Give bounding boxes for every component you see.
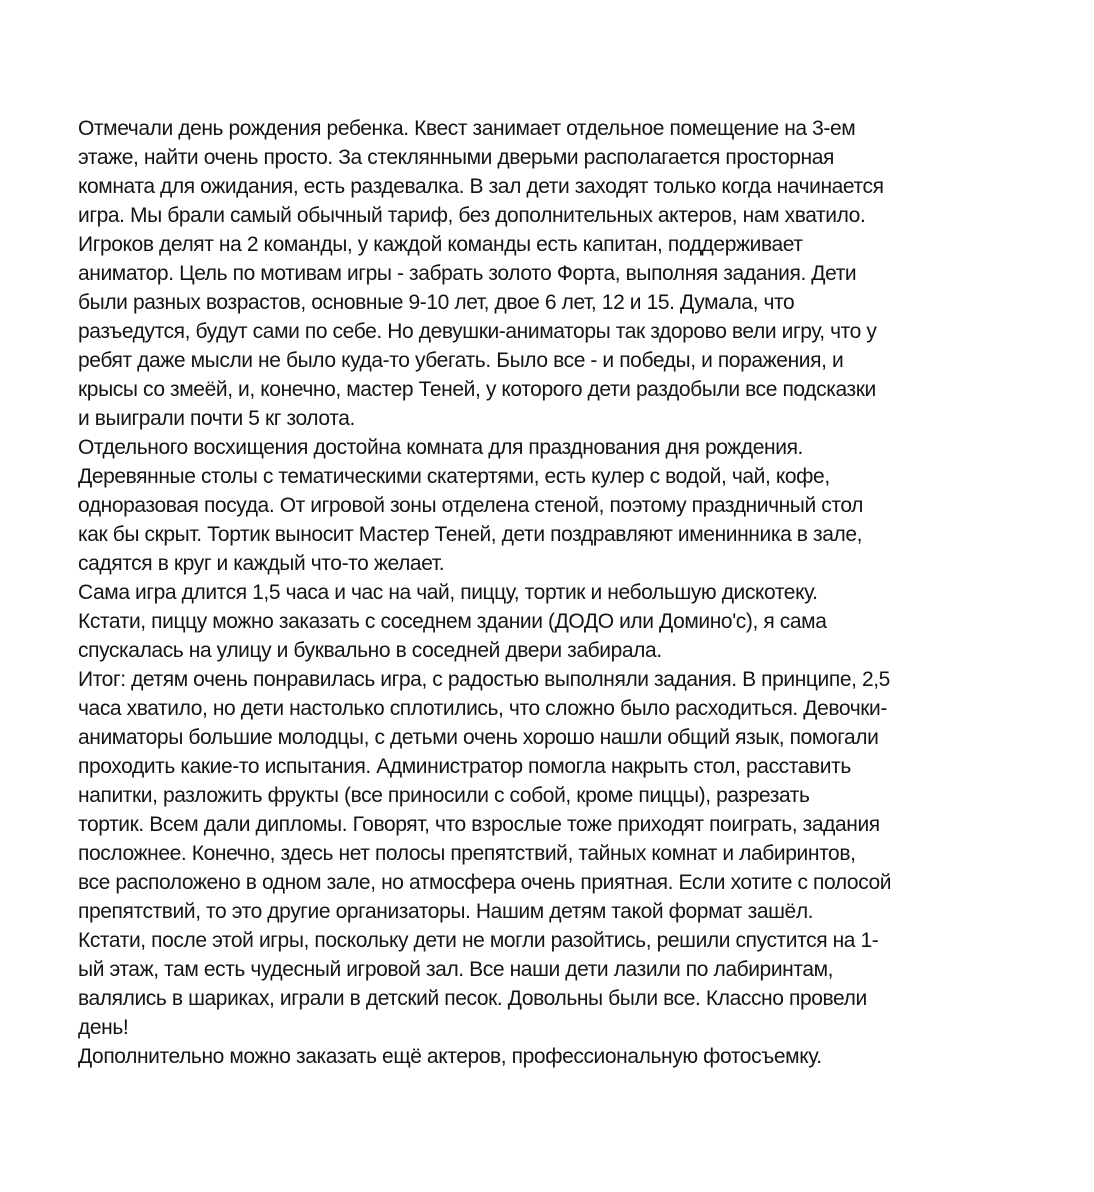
review-line: валялись в шариках, играли в детский песок. Довольны были все. Классно провели: [78, 987, 867, 1010]
review-line: Игроков делят на 2 команды, у каждой команды есть капитан, поддерживает: [78, 233, 803, 256]
review-line: комната для ожидания, есть раздевалка. В зал дети заходят только когда начинается: [78, 175, 884, 198]
review-line: напитки, разложить фрукты (все приносили с собой, кроме пиццы), разрезать: [78, 784, 810, 807]
review-line: этаже, найти очень просто. За стеклянными дверьми располагается просторная: [78, 146, 834, 169]
review-line: Деревянные столы с тематическими скатертями, есть кулер с водой, чай, кофе,: [78, 465, 830, 488]
review-line: разъедутся, будут сами по себе. Но девушки-аниматоры так здорово вели игру, что у: [78, 320, 877, 343]
review-text-block: [78, 114, 1028, 1071]
review-line: Отмечали день рождения ребенка. Квест занимает отдельное помещение на 3-ем: [78, 117, 856, 140]
review-line: проходить какие-то испытания. Администратор помогла накрыть стол, расставить: [78, 755, 851, 778]
review-line: ый этаж, там есть чудесный игровой зал. Все наши дети лазили по лабиринтам,: [78, 958, 834, 981]
review-line: садятся в круг и каждый что-то желает.: [78, 552, 445, 575]
review-line: Сама игра длится 1,5 часа и час на чай, пиццу, тортик и небольшую дискотеку.: [78, 581, 818, 604]
review-line: посложнее. Конечно, здесь нет полосы препятствий, тайных комнат и лабиринтов,: [78, 842, 856, 865]
review-line: игра. Мы брали самый обычный тариф, без дополнительных актеров, нам хватило.: [78, 204, 866, 227]
review-line: Отдельного восхищения достойна комната для празднования дня рождения.: [78, 436, 803, 459]
review-line: одноразовая посуда. От игровой зоны отделена стеной, поэтому праздничный стол: [78, 494, 864, 517]
review-line: Кстати, пиццу можно заказать с соседнем здании (ДОДО или Домино'с), я сама: [78, 610, 827, 633]
review-line: спускалась на улицу и буквально в соседней двери забирала.: [78, 639, 662, 662]
review-line: как бы скрыт. Тортик выносит Мастер Теней, дети поздравляют именинника в зале,: [78, 523, 863, 546]
review-line: все расположено в одном зале, но атмосфера очень приятная. Если хотите с полосой: [78, 871, 892, 894]
review-line: Дополнительно можно заказать ещё актеров, профессиональную фотосъемку.: [78, 1045, 822, 1068]
review-line: были разных возрастов, основные 9-10 лет, двое 6 лет, 12 и 15. Думала, что: [78, 291, 795, 314]
review-line: тортик. Всем дали дипломы. Говорят, что взрослые тоже приходят поиграть, задания: [78, 813, 880, 836]
review-line: крысы со змеёй, и, конечно, мастер Теней, у которого дети раздобыли все подсказки: [78, 378, 876, 401]
review-line: аниматор. Цель по мотивам игры - забрать золото Форта, выполняя задания. Дети: [78, 262, 857, 285]
review-line: и выиграли почти 5 кг золота.: [78, 407, 355, 430]
review-line: препятствий, то это другие организаторы. Нашим детям такой формат зашёл.: [78, 900, 814, 923]
review-line: часа хватило, но дети настолько сплотились, что сложно было расходиться. Девочки-: [78, 697, 887, 720]
review-line: аниматоры большие молодцы, с детьми очень хорошо нашли общий язык, помогали: [78, 726, 879, 749]
review-line: ребят даже мысли не было куда-то убегать. Было все - и победы, и поражения, и: [78, 349, 844, 372]
review-line: Итог: детям очень понравилась игра, с радостью выполняли задания. В принципе, 2,5: [78, 668, 890, 691]
review-line: Кстати, после этой игры, поскольку дети не могли разойтись, решили спустится на 1-: [78, 929, 879, 952]
review-line: день!: [78, 1016, 129, 1039]
